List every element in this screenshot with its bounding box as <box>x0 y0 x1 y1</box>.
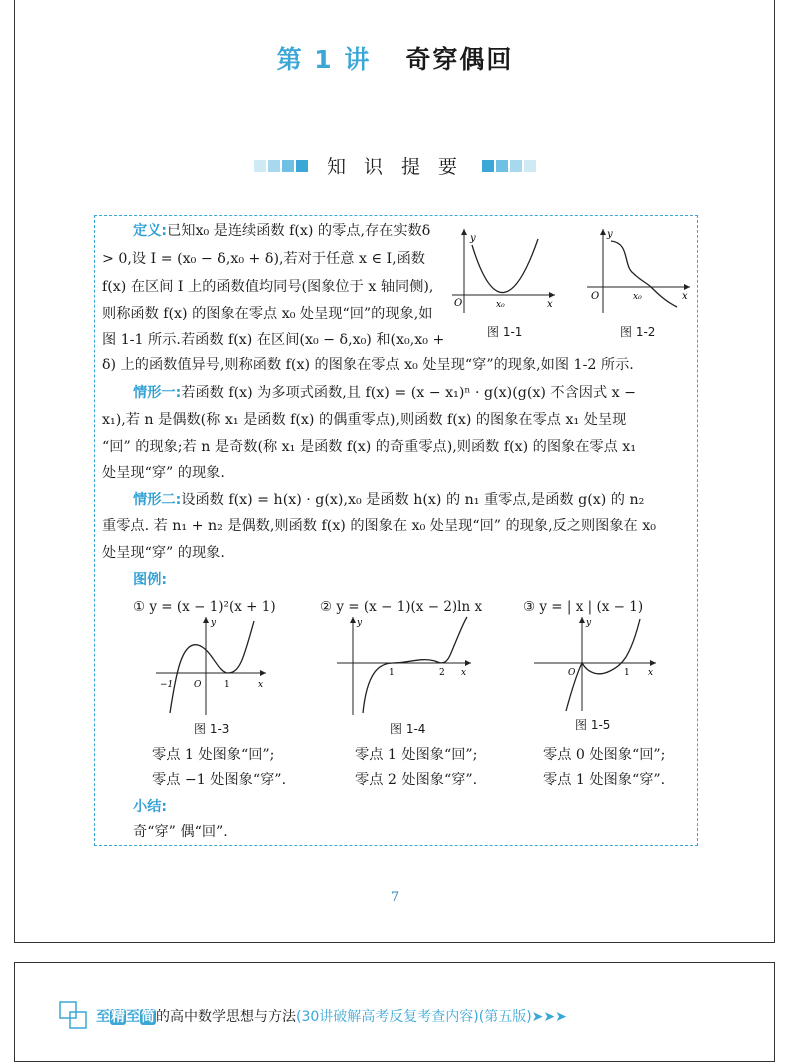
definition-label: 定义: <box>133 223 168 239</box>
deco-square <box>482 160 494 172</box>
examples-label: 图例: <box>133 572 168 588</box>
brand-char: 精 <box>111 1009 125 1025</box>
example-note: 零点 −1 处图象“穿”. <box>152 772 287 788</box>
definition-line: 定义:已知x₀ 是连续函数 f(x) 的零点,存在实数δ <box>133 223 431 239</box>
book-subtitle: (30讲破解高考反复考查内容)(第五版) <box>296 1009 532 1025</box>
figure-1-2 <box>585 225 695 315</box>
arrow-icon: ➤➤➤ <box>531 1009 567 1025</box>
tick-label: 1 <box>389 668 395 678</box>
lecture-title: 奇穿偶回 <box>405 45 514 74</box>
deco-square <box>282 160 294 172</box>
origin-label: O <box>568 668 576 678</box>
figure-caption: 图 1-4 <box>390 722 426 736</box>
axis-label-x: x <box>682 291 688 302</box>
deco-square <box>296 160 308 172</box>
origin-label: O <box>194 680 202 690</box>
axis-label-x: x <box>258 680 264 690</box>
axis-label-x: x <box>648 668 654 678</box>
summary-label: 小结: <box>133 799 168 815</box>
deco-square <box>524 160 536 172</box>
page-title <box>0 40 790 76</box>
case1-label: 情形一: <box>133 385 182 401</box>
brand-char: 至 <box>126 1009 140 1025</box>
deco-square <box>254 160 266 172</box>
case2-line: 处呈现“穿” 的现象. <box>102 545 225 561</box>
definition-line: > 0,设 I = (x₀ − δ,x₀ + δ),若对于任意 x ∈ I,函数 <box>102 251 425 267</box>
axis-label-y: y <box>607 229 613 240</box>
brand-char: 简 <box>141 1009 155 1025</box>
example-note: 零点 2 处图象“穿”. <box>355 772 478 788</box>
tick-label: −1 <box>160 680 174 690</box>
example-formula: ① y = (x − 1)²(x + 1) <box>133 599 276 615</box>
definition-line: δ) 上的函数值异号,则称函数 f(x) 的图象在零点 x₀ 处呈现“穿”的现象,如图 1-2 所示. <box>102 357 634 373</box>
example-note: 零点 1 处图象“回”; <box>355 747 478 763</box>
figure-caption: 图 1-1 <box>487 325 523 339</box>
definition-line: 则称函数 f(x) 的图象在零点 x₀ 处呈现“回”的现象,如 <box>102 306 433 322</box>
tick-label: 1 <box>624 668 630 678</box>
deco-square <box>268 160 280 172</box>
definition-line: 图 1-1 所示.若函数 f(x) 在区间(x₀ − δ,x₀) 和(x₀,x₀ + <box>102 332 445 348</box>
origin-label: O <box>591 291 600 302</box>
figure-1-4 <box>335 613 475 718</box>
brand-char: 至 <box>96 1009 110 1025</box>
axis-label-y: y <box>357 618 363 628</box>
tick-label: 2 <box>439 668 445 678</box>
point-label: x₀ <box>633 292 642 302</box>
figure-1-5 <box>530 613 660 713</box>
axis-label-x: x <box>547 299 553 310</box>
deco-square <box>496 160 508 172</box>
section-heading <box>0 152 790 179</box>
case1-line: 处呈现“穿” 的现象. <box>102 465 225 481</box>
footer-header <box>96 1006 567 1026</box>
figure-1-3 <box>150 613 270 718</box>
definition-line: f(x) 在区间 I 上的函数值均同号(图象位于 x 轴同侧), <box>102 279 434 295</box>
example-formula: ② y = (x − 1)(x − 2)ln x <box>320 599 483 615</box>
figure-caption: 图 1-2 <box>620 325 656 339</box>
case2-line: 重零点. 若 n₁ + n₂ 是偶数,则函数 f(x) 的图象在 x₀ 处呈现“回” 的现象,反之则图象在 x₀ <box>102 518 656 534</box>
axis-label-y: y <box>586 618 592 628</box>
case2-line: 情形二:设函数 f(x) = h(x) · g(x),x₀ 是函数 h(x) 的 n₁ 重零点,是函数 g(x) 的 n₂ <box>133 492 645 508</box>
footer-logo-icon <box>58 998 92 1032</box>
case1-line: x₁),若 n 是偶数(称 x₁ 是函数 f(x) 的偶重零点),则函数 f(x) 的图象在零点 x₁ 处呈现 <box>102 412 627 428</box>
point-label: x₀ <box>496 300 505 310</box>
example-note: 零点 0 处图象“回”; <box>543 747 666 763</box>
figure-1-1 <box>450 225 560 315</box>
example-note: 零点 1 处图象“穿”. <box>543 772 666 788</box>
section-heading-text: 知 识 提 要 <box>326 156 464 178</box>
origin-label: O <box>454 298 463 309</box>
axis-label-x: x <box>461 668 467 678</box>
axis-label-y: y <box>211 618 217 628</box>
page-number: 7 <box>390 890 400 905</box>
example-note: 零点 1 处图象“回”; <box>152 747 275 763</box>
case2-label: 情形二: <box>133 492 182 508</box>
figure-caption: 图 1-5 <box>575 718 611 732</box>
summary-text: 奇“穿” 偶“回”. <box>133 824 228 840</box>
tick-label: 1 <box>224 680 230 690</box>
deco-square <box>510 160 522 172</box>
axis-label-y: y <box>470 233 476 244</box>
book-title: 的高中数学思想与方法 <box>156 1009 296 1025</box>
case1-line: “回” 的现象;若 n 是奇数(称 x₁ 是函数 f(x) 的奇重零点),则函数 f(x) 的图象在零点 x₁ <box>102 439 637 455</box>
lecture-number: 第 1 讲 <box>276 45 372 74</box>
case1-line: 情形一:若函数 f(x) 为多项式函数,且 f(x) = (x − x₁)ⁿ · g(x)(g(x) 不含因式 x − <box>133 385 637 401</box>
figure-caption: 图 1-3 <box>194 722 230 736</box>
example-formula: ③ y = | x | (x − 1) <box>523 599 644 615</box>
